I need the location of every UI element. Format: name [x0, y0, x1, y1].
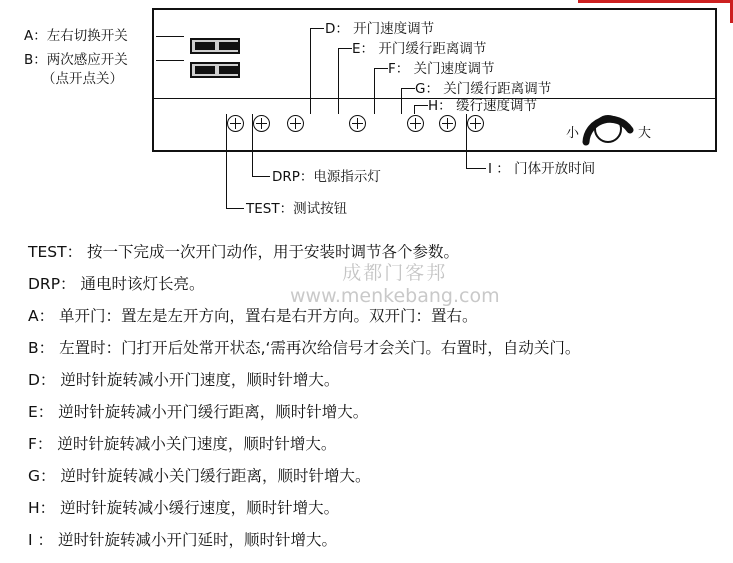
- pot-test[interactable]: [227, 115, 244, 132]
- pot-e[interactable]: [349, 115, 366, 132]
- leader-f-h: [374, 68, 388, 69]
- leader-i-h: [466, 168, 486, 169]
- description-row: [28, 499, 718, 518]
- description-text: 逆时针旋转减小关门缓行距离，顺时针增大。: [60, 467, 371, 485]
- label-callout-i: I ： 门体开放时间: [488, 161, 596, 177]
- description-text: 逆时针旋转减小缓行速度，顺时针增大。: [60, 499, 340, 517]
- pot-i[interactable]: [467, 115, 484, 132]
- label-callout-e: E： 开门缓行距离调节: [352, 41, 487, 57]
- leader-drp-h: [252, 176, 270, 177]
- description-text: 通电时该灯长亮。: [80, 275, 205, 293]
- description-text: 逆时针旋转减小开门延时，顺时针增大。: [57, 531, 337, 549]
- knob-min-label: 小: [566, 126, 580, 141]
- leader-g-v: [401, 88, 402, 114]
- label-callout-g: G： 关门缓行距离调节: [415, 81, 552, 97]
- label-switch-b-note: （点开点关）: [42, 71, 123, 87]
- description-row: [28, 243, 718, 262]
- label-callout-test: TEST：测试按钮: [246, 201, 348, 217]
- leader-d-h: [310, 28, 324, 29]
- description-row: [28, 403, 718, 422]
- description-row: [28, 531, 718, 550]
- watermark-url: www.menkebang.com: [290, 285, 500, 307]
- rotary-knob[interactable]: [594, 115, 622, 143]
- leader-g-h: [401, 88, 415, 89]
- leader-h-v: [414, 105, 415, 114]
- description-key: A：: [28, 307, 55, 325]
- description-key: B：: [28, 339, 55, 357]
- description-text: 按一下完成一次开门动作，用于安装时调节各个参数。: [87, 243, 460, 261]
- description-key: DRP：: [28, 275, 76, 293]
- dip-switch-b[interactable]: [190, 62, 240, 78]
- leader-i-v: [466, 114, 467, 168]
- leader-f-v: [374, 68, 375, 114]
- description-text: 单开门：置左是左开方向，置右是右开方向。双开门：置右。: [59, 307, 478, 325]
- dip-switch-a[interactable]: [190, 38, 240, 54]
- description-list: [28, 243, 718, 563]
- description-row: [28, 339, 718, 358]
- label-switch-a: A：左右切换开关: [24, 28, 128, 44]
- label-switch-b: B：两次感应开关: [24, 52, 128, 68]
- description-key: G：: [28, 467, 56, 485]
- description-text: 左置时：门打开后处常开状态,‘需再次给信号才会关门。右置时，自动关门。: [59, 339, 581, 357]
- description-row: [28, 275, 718, 294]
- leader-drp-v: [252, 114, 253, 176]
- description-row: [28, 435, 718, 454]
- description-text: 逆时针旋转减小开门缓行距离，顺时针增大。: [58, 403, 369, 421]
- label-callout-f: F： 关门速度调节: [388, 61, 495, 77]
- description-row: [28, 467, 718, 486]
- description-row: [28, 307, 718, 326]
- label-callout-drp: DRP：电源指示灯: [272, 169, 381, 185]
- leader-d-v: [310, 28, 311, 114]
- leader-e-v: [338, 48, 339, 114]
- watermark-brand: 成都门客邦: [342, 262, 448, 284]
- leader-e-h: [338, 48, 352, 49]
- leader-test-v: [226, 114, 227, 208]
- leader-a: [156, 36, 184, 37]
- description-key: D：: [28, 371, 56, 389]
- description-key: F：: [28, 435, 53, 453]
- description-text: 逆时针旋转减小开门速度，顺时针增大。: [60, 371, 340, 389]
- description-key: I ：: [28, 531, 53, 549]
- leader-test-h: [226, 208, 244, 209]
- pot-drp[interactable]: [253, 115, 270, 132]
- leader-b: [156, 60, 184, 61]
- pot-d[interactable]: [287, 115, 304, 132]
- label-callout-d: D： 开门速度调节: [325, 21, 435, 37]
- leader-h-h: [414, 105, 428, 106]
- description-key: E：: [28, 403, 54, 421]
- description-text: 逆时针旋转减小关门速度，顺时针增大。: [57, 435, 337, 453]
- knob-max-label: 大: [638, 126, 652, 141]
- label-callout-h: H： 缓行速度调节: [428, 98, 537, 114]
- description-row: [28, 371, 718, 390]
- description-key: H：: [28, 499, 56, 517]
- pot-f[interactable]: [407, 115, 424, 132]
- pot-g[interactable]: [439, 115, 456, 132]
- description-key: TEST：: [28, 243, 83, 261]
